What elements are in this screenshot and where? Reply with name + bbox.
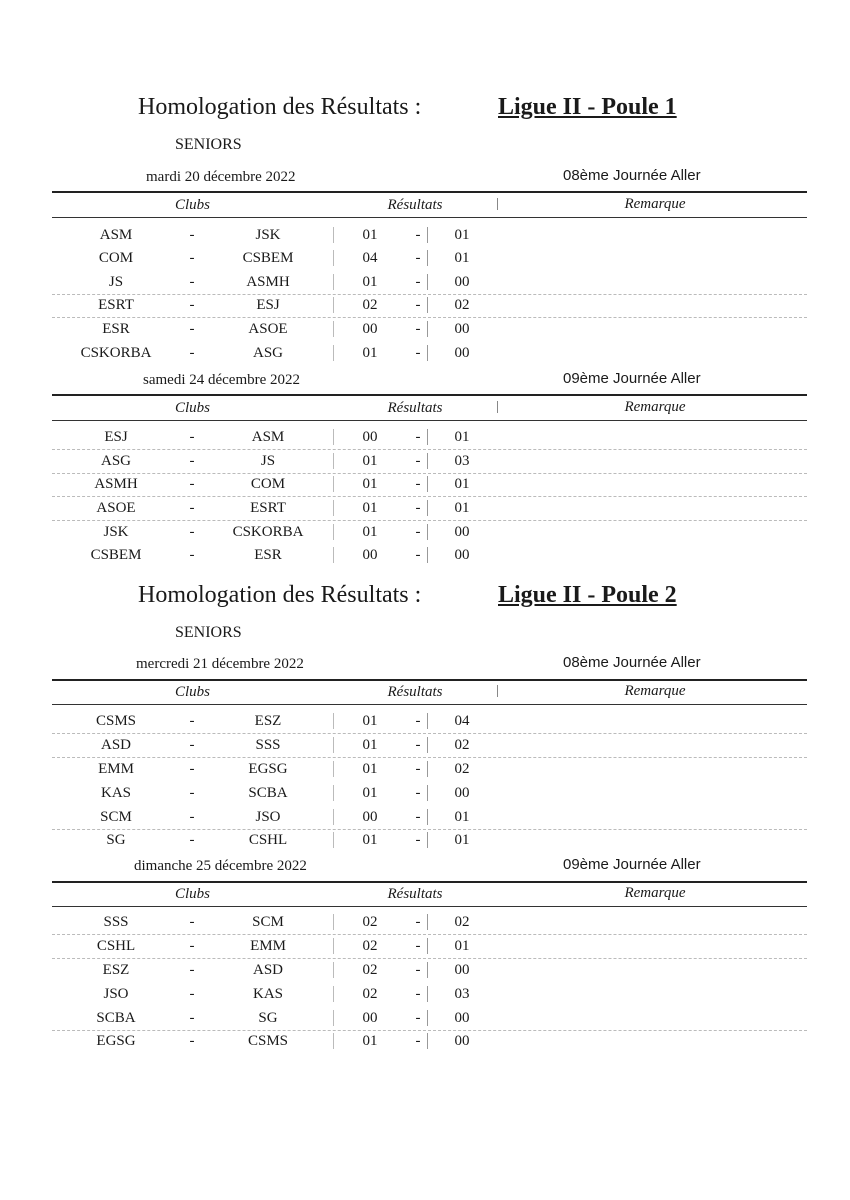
team-separator: - (189, 321, 195, 337)
row-tick (427, 345, 428, 361)
away-team: ASM (251, 429, 285, 445)
away-score: 00 (454, 962, 470, 978)
doc-title: Homologation des Résultats : (138, 94, 422, 120)
home-team: ESRT (98, 297, 134, 313)
team-separator: - (189, 297, 195, 313)
away-score: 01 (454, 809, 470, 825)
home-score: 01 (362, 713, 378, 729)
row-divider (52, 958, 807, 959)
header-results: Résultats (387, 400, 443, 416)
row-divider (52, 520, 807, 521)
row-tick (427, 321, 428, 337)
team-separator: - (189, 524, 195, 540)
away-team: CSBEM (242, 250, 294, 266)
away-score: 00 (454, 547, 470, 563)
row-tick (333, 938, 334, 954)
round-label: 08ème Journée Aller (563, 654, 701, 671)
home-team: EMM (98, 761, 134, 777)
home-score: 01 (362, 832, 378, 848)
away-score: 03 (454, 986, 470, 1002)
row-tick (427, 500, 428, 516)
row-tick (427, 1010, 428, 1026)
match-row (0, 522, 850, 546)
match-row (0, 295, 850, 319)
row-tick (333, 453, 334, 469)
away-team: ASG (252, 345, 283, 361)
away-score: 01 (454, 938, 470, 954)
home-score: 01 (362, 476, 378, 492)
match-row (0, 545, 850, 569)
home-team: SSS (103, 914, 129, 930)
match-row (0, 319, 850, 343)
score-separator: - (415, 761, 421, 777)
away-team: SSS (255, 737, 281, 753)
away-score: 02 (454, 761, 470, 777)
team-separator: - (189, 500, 195, 516)
away-team: ASOE (248, 321, 288, 337)
home-score: 01 (362, 227, 378, 243)
score-separator: - (415, 1010, 421, 1026)
away-team: SG (258, 1010, 278, 1026)
away-team: CSMS (247, 1033, 289, 1049)
match-row (0, 427, 850, 451)
away-score: 00 (454, 321, 470, 337)
home-team: ESZ (102, 962, 130, 978)
away-team: CSKORBA (232, 524, 304, 540)
home-team: ASD (100, 737, 131, 753)
home-team: CSBEM (90, 547, 142, 563)
row-tick (427, 832, 428, 848)
category-label: SENIORS (175, 624, 242, 641)
away-score: 01 (454, 227, 470, 243)
team-separator: - (189, 986, 195, 1002)
match-row (0, 759, 850, 783)
row-tick (427, 737, 428, 753)
away-team: KAS (252, 986, 283, 1002)
away-team: ESZ (254, 713, 282, 729)
row-tick (427, 809, 428, 825)
away-score: 04 (454, 713, 470, 729)
home-score: 01 (362, 1033, 378, 1049)
away-team: SCBA (248, 785, 288, 801)
row-tick (427, 227, 428, 243)
match-row (0, 783, 850, 807)
row-divider (52, 934, 807, 935)
match-row (0, 343, 850, 367)
away-score: 02 (454, 737, 470, 753)
team-separator: - (189, 547, 195, 563)
away-team: COM (250, 476, 286, 492)
away-team: ESR (254, 547, 282, 563)
match-row (0, 912, 850, 936)
row-tick (427, 453, 428, 469)
row-tick (333, 524, 334, 540)
row-divider (52, 449, 807, 450)
header-results: Résultats (387, 197, 443, 213)
row-divider (52, 317, 807, 318)
match-row (0, 474, 850, 498)
score-separator: - (415, 500, 421, 516)
away-team: EMM (250, 938, 286, 954)
row-tick (333, 429, 334, 445)
match-date: samedi 24 décembre 2022 (143, 372, 301, 388)
team-separator: - (189, 938, 195, 954)
team-separator: - (189, 429, 195, 445)
score-separator: - (415, 274, 421, 290)
table-top-rule (52, 679, 807, 681)
score-separator: - (415, 547, 421, 563)
match-row (0, 984, 850, 1008)
row-tick (427, 938, 428, 954)
home-team: COM (98, 250, 134, 266)
row-tick (427, 547, 428, 563)
home-score: 01 (362, 524, 378, 540)
row-tick (427, 761, 428, 777)
away-score: 02 (454, 297, 470, 313)
league-title: Ligue II - Poule 1 (498, 94, 677, 120)
away-score: 01 (454, 250, 470, 266)
team-separator: - (189, 713, 195, 729)
header-clubs: Clubs (174, 886, 210, 902)
row-tick (427, 713, 428, 729)
row-divider (52, 496, 807, 497)
away-team: CSHL (248, 832, 288, 848)
team-separator: - (189, 785, 195, 801)
team-separator: - (189, 761, 195, 777)
row-tick (427, 476, 428, 492)
home-team: ASM (99, 227, 133, 243)
match-row (0, 830, 850, 854)
match-date: dimanche 25 décembre 2022 (134, 858, 307, 874)
home-score: 01 (362, 274, 378, 290)
league-title: Ligue II - Poule 2 (498, 582, 677, 608)
away-score: 00 (454, 1010, 470, 1026)
match-row (0, 711, 850, 735)
header-remark: Remarque (624, 885, 686, 901)
round-label: 08ème Journée Aller (563, 167, 701, 184)
column-separator (497, 685, 498, 697)
row-tick (427, 914, 428, 930)
match-row (0, 960, 850, 984)
row-tick (333, 785, 334, 801)
home-team: ESJ (104, 429, 128, 445)
row-tick (333, 274, 334, 290)
row-tick (427, 986, 428, 1002)
away-score: 01 (454, 500, 470, 516)
score-separator: - (415, 476, 421, 492)
home-score: 00 (362, 547, 378, 563)
home-team: KAS (100, 785, 131, 801)
table-header-rule (52, 704, 807, 705)
row-tick (427, 1033, 428, 1049)
home-score: 01 (362, 785, 378, 801)
team-separator: - (189, 809, 195, 825)
away-team: ESRT (250, 500, 286, 516)
home-team: ASOE (96, 500, 136, 516)
away-score: 03 (454, 453, 470, 469)
away-team: EGSG (248, 761, 288, 777)
home-team: SCM (100, 809, 132, 825)
row-tick (333, 547, 334, 563)
match-row (0, 936, 850, 960)
row-tick (333, 761, 334, 777)
row-tick (427, 785, 428, 801)
home-score: 01 (362, 737, 378, 753)
home-score: 01 (362, 500, 378, 516)
away-score: 01 (454, 429, 470, 445)
team-separator: - (189, 914, 195, 930)
home-score: 01 (362, 761, 378, 777)
away-score: 01 (454, 832, 470, 848)
header-clubs: Clubs (174, 684, 210, 700)
score-separator: - (415, 227, 421, 243)
home-team: SCBA (96, 1010, 136, 1026)
away-team: JSK (255, 227, 281, 243)
row-tick (333, 962, 334, 978)
away-team: JSO (255, 809, 281, 825)
row-tick (427, 274, 428, 290)
team-separator: - (189, 345, 195, 361)
row-tick (333, 500, 334, 516)
score-separator: - (415, 832, 421, 848)
team-separator: - (189, 476, 195, 492)
away-score: 00 (454, 524, 470, 540)
home-score: 01 (362, 453, 378, 469)
score-separator: - (415, 524, 421, 540)
home-team: JSO (103, 986, 129, 1002)
away-score: 02 (454, 914, 470, 930)
score-separator: - (415, 453, 421, 469)
row-tick (333, 713, 334, 729)
match-row (0, 272, 850, 296)
away-team: JS (260, 453, 276, 469)
column-separator (497, 401, 498, 413)
score-separator: - (415, 297, 421, 313)
home-team: CSMS (95, 713, 137, 729)
home-score: 04 (362, 250, 378, 266)
home-score: 02 (362, 962, 378, 978)
row-tick (333, 914, 334, 930)
score-separator: - (415, 321, 421, 337)
home-team: CSKORBA (80, 345, 152, 361)
row-tick (333, 321, 334, 337)
score-separator: - (415, 1033, 421, 1049)
away-team: ASMH (246, 274, 290, 290)
home-team: JS (108, 274, 124, 290)
row-divider (52, 757, 807, 758)
team-separator: - (189, 1033, 195, 1049)
home-score: 01 (362, 345, 378, 361)
row-divider (52, 733, 807, 734)
match-row (0, 225, 850, 249)
away-team: ESJ (256, 297, 280, 313)
table-header-rule (52, 420, 807, 421)
row-tick (333, 476, 334, 492)
home-team: SG (106, 832, 126, 848)
home-team: ASMH (94, 476, 138, 492)
home-team: JSK (103, 524, 129, 540)
score-separator: - (415, 785, 421, 801)
row-tick (427, 962, 428, 978)
row-tick (333, 737, 334, 753)
score-separator: - (415, 914, 421, 930)
home-score: 02 (362, 297, 378, 313)
row-tick (427, 297, 428, 313)
round-label: 09ème Journée Aller (563, 856, 701, 873)
match-row (0, 807, 850, 831)
team-separator: - (189, 962, 195, 978)
row-tick (333, 345, 334, 361)
home-score: 02 (362, 914, 378, 930)
match-row (0, 451, 850, 475)
home-score: 00 (362, 809, 378, 825)
score-separator: - (415, 429, 421, 445)
score-separator: - (415, 938, 421, 954)
score-separator: - (415, 962, 421, 978)
home-score: 00 (362, 1010, 378, 1026)
home-score: 00 (362, 429, 378, 445)
doc-title: Homologation des Résultats : (138, 582, 422, 608)
row-tick (427, 524, 428, 540)
header-results: Résultats (387, 684, 443, 700)
header-clubs: Clubs (174, 197, 210, 213)
row-tick (333, 297, 334, 313)
score-separator: - (415, 250, 421, 266)
row-tick (333, 1010, 334, 1026)
home-score: 00 (362, 321, 378, 337)
away-score: 00 (454, 274, 470, 290)
row-tick (333, 250, 334, 266)
header-clubs: Clubs (174, 400, 210, 416)
match-date: mardi 20 décembre 2022 (146, 169, 296, 185)
header-remark: Remarque (624, 196, 686, 212)
home-team: EGSG (96, 1033, 136, 1049)
home-score: 02 (362, 986, 378, 1002)
row-tick (333, 986, 334, 1002)
team-separator: - (189, 1010, 195, 1026)
away-score: 00 (454, 345, 470, 361)
row-tick (333, 832, 334, 848)
score-separator: - (415, 713, 421, 729)
home-score: 02 (362, 938, 378, 954)
round-label: 09ème Journée Aller (563, 370, 701, 387)
away-score: 00 (454, 1033, 470, 1049)
table-header-rule (52, 906, 807, 907)
home-team: ESR (102, 321, 130, 337)
away-team: SCM (252, 914, 284, 930)
row-tick (427, 250, 428, 266)
away-score: 00 (454, 785, 470, 801)
row-tick (333, 809, 334, 825)
home-team: CSHL (96, 938, 136, 954)
match-date: mercredi 21 décembre 2022 (136, 656, 304, 672)
match-row (0, 735, 850, 759)
team-separator: - (189, 737, 195, 753)
score-separator: - (415, 986, 421, 1002)
table-top-rule (52, 394, 807, 396)
team-separator: - (189, 453, 195, 469)
match-row (0, 498, 850, 522)
score-separator: - (415, 737, 421, 753)
away-score: 01 (454, 476, 470, 492)
row-tick (333, 1033, 334, 1049)
match-row (0, 1008, 850, 1032)
table-header-rule (52, 217, 807, 218)
score-separator: - (415, 345, 421, 361)
score-separator: - (415, 809, 421, 825)
table-top-rule (52, 881, 807, 883)
header-remark: Remarque (624, 683, 686, 699)
row-tick (333, 227, 334, 243)
category-label: SENIORS (175, 136, 242, 153)
away-team: ASD (252, 962, 283, 978)
team-separator: - (189, 227, 195, 243)
column-separator (497, 198, 498, 210)
team-separator: - (189, 250, 195, 266)
match-row (0, 1031, 850, 1055)
team-separator: - (189, 832, 195, 848)
match-row (0, 248, 850, 272)
row-tick (427, 429, 428, 445)
home-team: ASG (100, 453, 131, 469)
team-separator: - (189, 274, 195, 290)
header-results: Résultats (387, 886, 443, 902)
header-remark: Remarque (624, 399, 686, 415)
table-top-rule (52, 191, 807, 193)
